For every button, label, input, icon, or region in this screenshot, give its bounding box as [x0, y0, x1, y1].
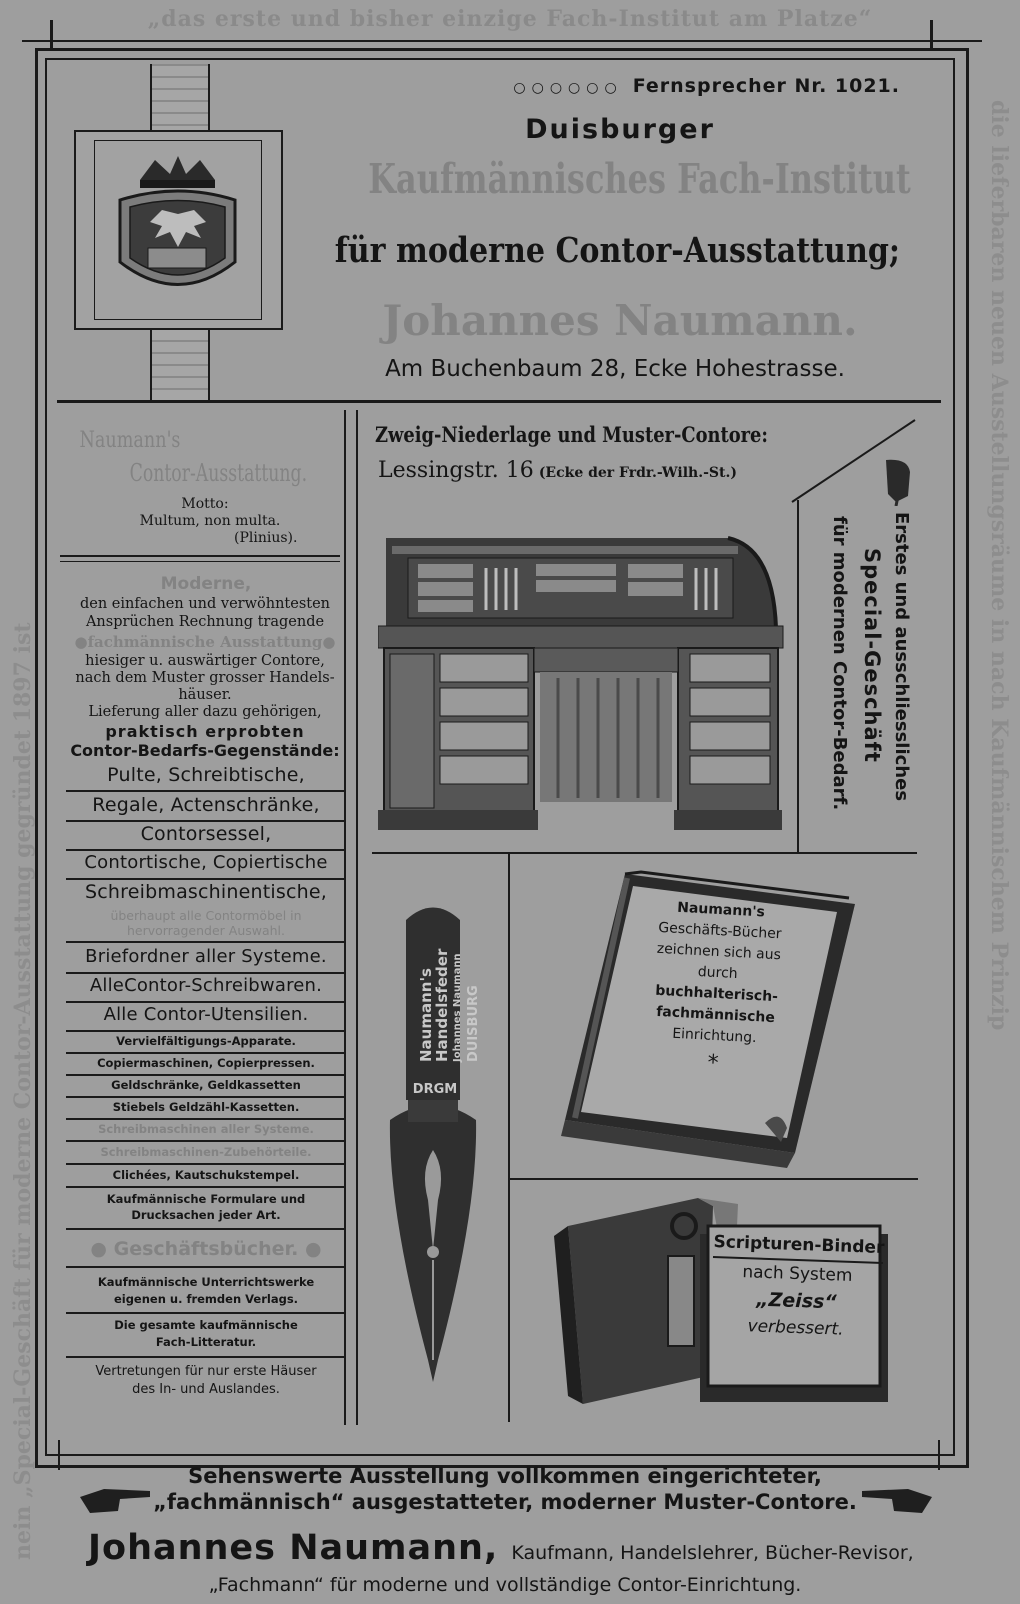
right-bleed-text: die lieferbaren neuen Ausstellungsräume in nach Kaufmännischem Prinzip: [986, 100, 1012, 1031]
item-briefordner: Briefordner aller Systeme.: [66, 946, 346, 974]
footer-line-2: „fachmännisch“ ausgestatteter, moderner Muster-Contore.: [153, 1490, 857, 1514]
institute-heading: Kaufmännisches Fach-Institut: [368, 155, 911, 203]
footer-line-4: „Fachmann“ für moderne und vollständige Contor-Einrichtung.: [208, 1574, 802, 1596]
banner-line-3: für modernen Contor-Bedarf.: [829, 516, 850, 811]
item-copiermaschinen: Copiermaschinen, Copierpressen.: [66, 1056, 346, 1076]
note-line-2: hervorragender Auswahl.: [126, 923, 286, 938]
item-schreibmaschinen: Schreibmaschinen aller Systeme.: [66, 1122, 346, 1142]
branch-line-1: Zweig-Niederlage und Muster-Contore:: [375, 422, 768, 447]
intro-line-7: praktisch erprobten: [105, 722, 305, 741]
city-heading: Duisburger: [525, 114, 715, 145]
item-clichees: Clichées, Kautschukstempel.: [66, 1168, 346, 1188]
left-bleed-text: nein „Special-Geschäft für moderne Contor-Ausstattung gegründet 1897 ist: [10, 622, 36, 1560]
owner-heading: Johannes Naumann.: [382, 296, 858, 345]
intro-line-6: Lieferung aller dazu gehörigen,: [88, 704, 322, 720]
rolltop-desk-illustration: [378, 518, 788, 843]
footer-owner-line: Johannes Naumann, Kaufmann, Handelslehrer, Bücher-Revisor,: [88, 1528, 914, 1568]
pointing-hand-right-icon: [860, 1485, 932, 1515]
item-utensilien: Alle Contor-Utensilien.: [66, 1004, 346, 1032]
footer-line-1: Sehenswerte Ausstellung vollkommen eingerichteter,: [188, 1464, 822, 1488]
literatur-line-1: Die gesamte kaufmännische: [114, 1318, 298, 1332]
note-line-1: überhaupt alle Contormöbel in: [110, 908, 302, 923]
pen-line-1: Naumann's Handelsfeder Johannes Naumann DUISBURG: [417, 948, 481, 1062]
intro-line-4: nach dem Muster grosser Handels-: [75, 670, 335, 686]
pen-mark: DRGM: [412, 1082, 458, 1097]
intro-line-3: hiesiger u. auswärtiger Contore,: [85, 653, 325, 669]
intro-line-8: Contor-Bedarfs-Gegenstände:: [70, 741, 340, 760]
banner-line-2: Special-Geschäft: [860, 548, 884, 763]
phone-number: ○○○○○○ Fernsprecher Nr. 1021.: [513, 75, 900, 97]
left-title-2: Contor-Ausstattung.: [129, 459, 308, 487]
coat-of-arms-icon: [100, 152, 255, 304]
item-geldzaehl: Stiebels Geldzähl-Kassetten.: [66, 1100, 346, 1120]
intro-line-5: häuser.: [178, 687, 232, 703]
vertretung-line-1: Vertretungen für nur erste Häuser: [95, 1364, 317, 1379]
vertretung-line-2: des In- und Auslandes.: [132, 1382, 280, 1397]
item-contorsessel: Contorsessel,: [66, 823, 346, 851]
intro-heading: Moderne,: [160, 574, 252, 594]
book-text: Naumann's Geschäfts-Bücher zeichnen sich aus durch buchhalterisch- fachmännische Einrichtung. *: [654, 899, 782, 1077]
pointing-hand-icon: [880, 456, 914, 506]
left-title-1: Naumann's: [79, 428, 181, 453]
item-pulte: Pulte, Schreibtische,: [66, 764, 346, 792]
item-contortische: Contortische, Copiertische: [66, 852, 346, 880]
unterricht-line-2: eigenen u. fremden Verlags.: [113, 1292, 299, 1306]
item-zubehoer: Schreibmaschinen-Zubehörteile.: [66, 1145, 346, 1165]
item-regale: Regale, Actenschränke,: [66, 794, 346, 822]
address-line: Am Buchenbaum 28, Ecke Hohestrasse.: [385, 356, 845, 382]
unterricht-line-1: Kaufmännische Unterrichtswerke: [97, 1275, 315, 1289]
pointing-hand-left-icon: [80, 1485, 152, 1515]
binder-text: Scripturen-Binder nach System „Zeiss“ verbessert.: [710, 1229, 884, 1345]
motto-text: Multum, non multa.: [139, 513, 281, 529]
motto-source: (Plinius).: [234, 530, 298, 546]
books-heading: ● Geschäftsbücher. ●: [90, 1238, 322, 1260]
branch-address: Lessingstr. 16 (Ecke der Frdr.-Wilh.-St.): [378, 458, 737, 483]
purpose-heading: für moderne Contor-Ausstattung;: [334, 230, 900, 271]
item-schreibwaren: AlleContor-Schreibwaren.: [66, 975, 346, 1003]
item-vervielfaeltigung: Vervielfältigungs-Apparate.: [66, 1034, 346, 1054]
motto-label: Motto:: [181, 496, 229, 512]
formulare-line-1: Kaufmännische Formulare und: [106, 1192, 306, 1206]
intro-line-1: den einfachen und verwöhntesten: [79, 596, 331, 612]
item-geldschraenke: Geldschränke, Geldkassetten: [66, 1078, 346, 1098]
intro-line-2: Ansprüchen Rechnung tragende: [85, 614, 325, 630]
intro-heading-2: ●fachmännische Ausstattung●: [74, 633, 336, 651]
banner-line-1: Erstes und ausschliessliches: [891, 512, 912, 802]
item-schreibmaschinentische: Schreibmaschinentische,: [84, 881, 327, 903]
top-bleed-text: „das erste und bisher einzige Fach-Institut am Platze“: [147, 6, 873, 32]
formulare-line-2: Drucksachen jeder Art.: [131, 1208, 281, 1222]
literatur-line-2: Fach-Litteratur.: [155, 1335, 257, 1349]
